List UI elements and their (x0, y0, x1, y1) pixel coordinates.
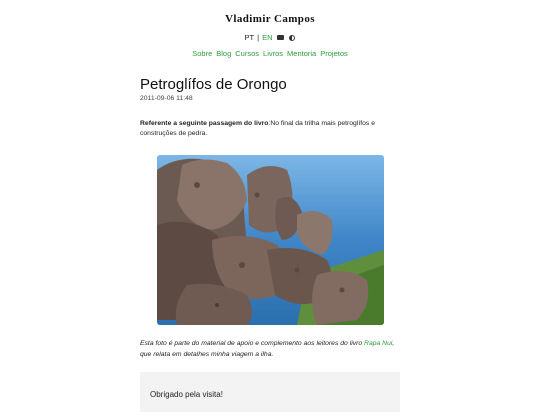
intro-bold: Referente a seguinte passagem do livro (140, 120, 269, 127)
contrast-icon[interactable] (289, 35, 295, 41)
thanks-box (140, 372, 400, 412)
post-caption (140, 338, 402, 360)
nav-item-blog[interactable]: Blog (216, 49, 232, 58)
post-title: Petroglífos de Orongo (140, 76, 287, 93)
site-header (0, 13, 540, 58)
language-switcher (0, 33, 540, 42)
thanks-text: Obrigado pela visita! (150, 390, 223, 399)
lang-en[interactable]: EN (262, 33, 273, 42)
nav-item-cursos[interactable]: Cursos (235, 49, 260, 58)
post-date: 2011-09-06 11:48 (140, 95, 193, 102)
nav-item-mentoria[interactable]: Mentoria (287, 49, 317, 58)
caption-text-1: Esta foto é parte do material de apoio e complemento aos leitores do livro (140, 340, 365, 347)
intro-text: :No final da trilha mais petroglífos e construções de pedra. (140, 120, 375, 137)
lang-pt[interactable]: PT (244, 33, 255, 42)
nav-item-livros[interactable]: Livros (263, 49, 284, 58)
camera-icon[interactable] (277, 35, 284, 40)
main-nav (0, 49, 540, 58)
lang-separator: | (257, 33, 260, 42)
post-intro (140, 119, 400, 139)
caption-text-2: , que relata em detalhes minha viagem a ilha. (140, 340, 395, 358)
nav-item-sobre[interactable]: Sobre (192, 49, 213, 58)
nav-item-projetos[interactable]: Projetos (320, 49, 348, 58)
site-title[interactable]: Vladimir Campos (225, 13, 315, 25)
rapa-nui-link[interactable]: Rapa Nui (364, 340, 393, 347)
post-photo (157, 155, 384, 325)
